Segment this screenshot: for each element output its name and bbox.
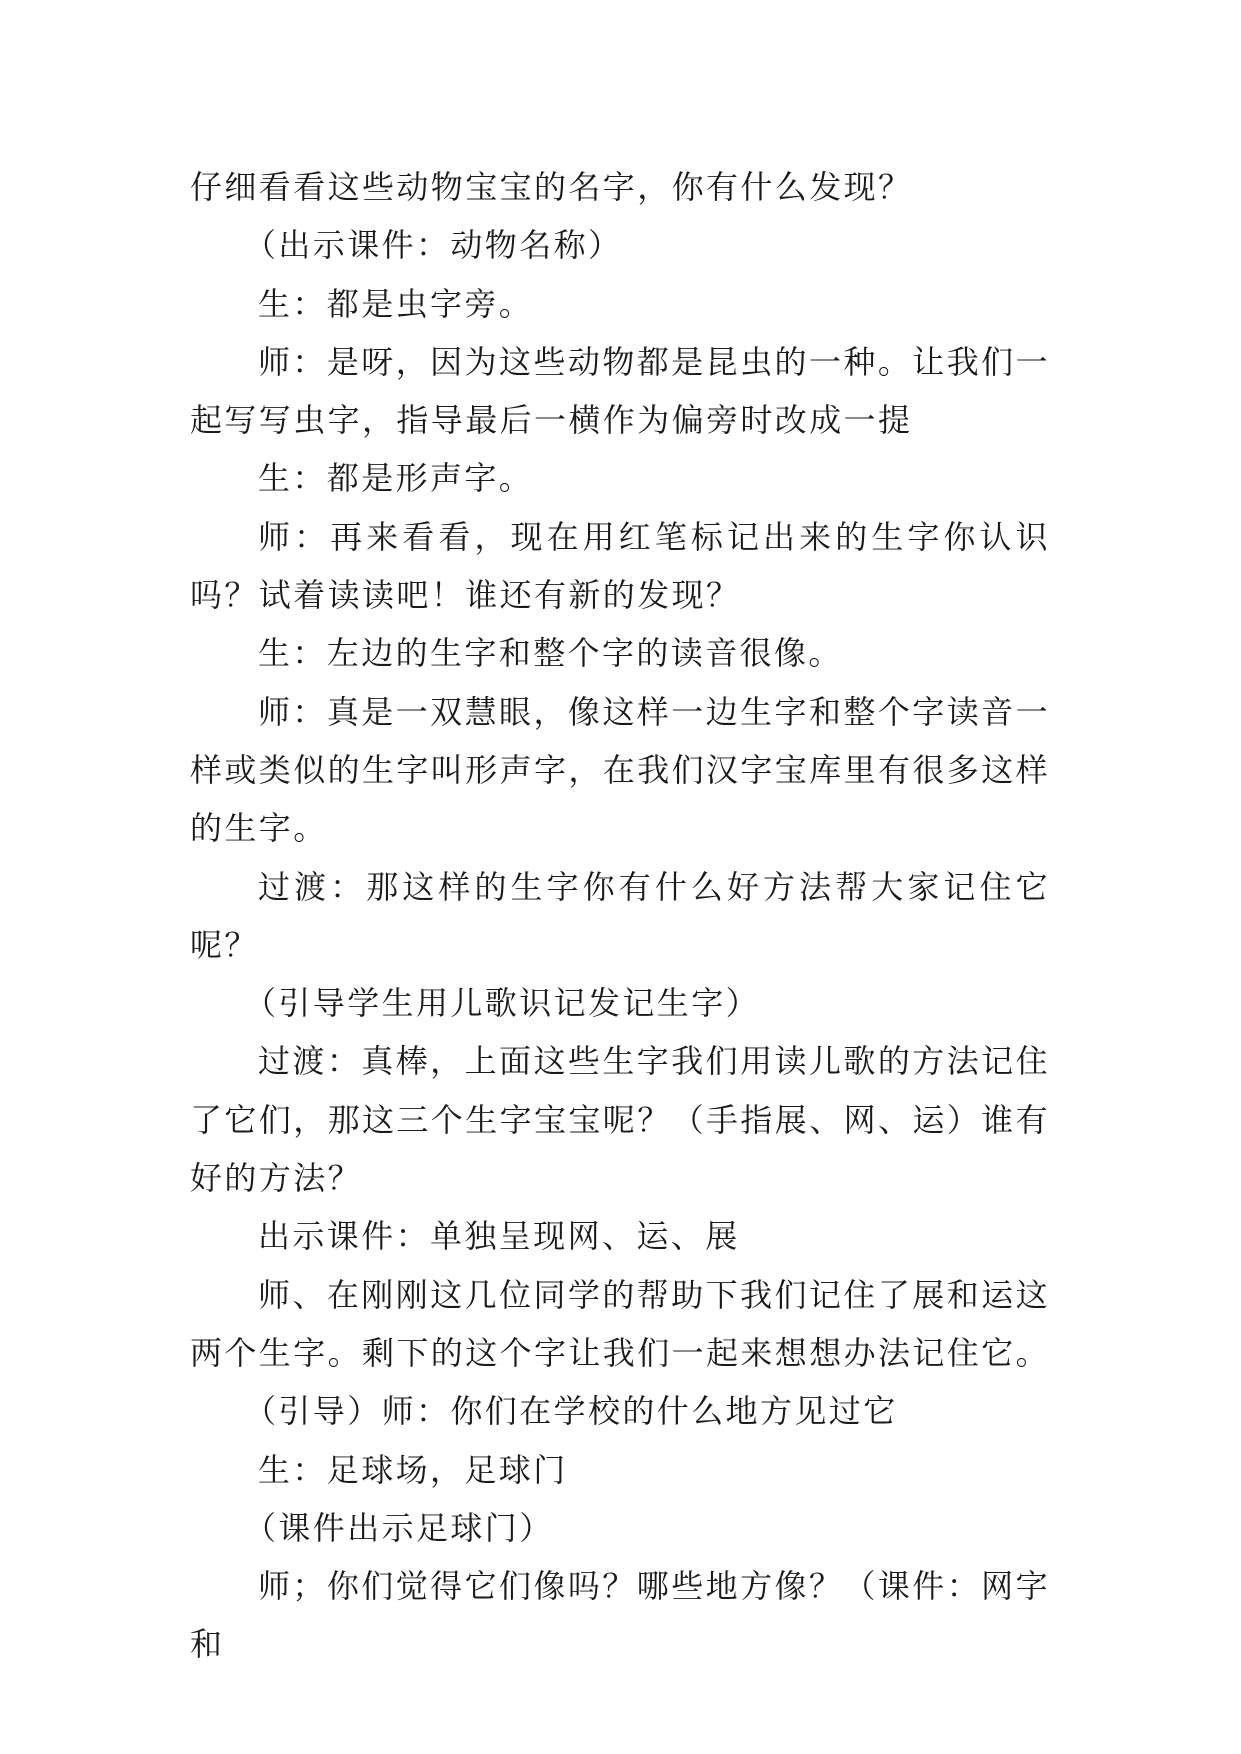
paragraph: 过渡：那这样的生字你有什么好方法帮大家记住它呢？: [190, 867, 1050, 964]
paragraph: 出示课件：单独呈现网、运、展: [258, 1217, 740, 1256]
document-body: [190, 158, 1050, 1674]
paragraph: （课件出示足球门）: [244, 1508, 554, 1547]
paragraph: （引导学生用儿歌识记发记生字）: [244, 984, 761, 1023]
paragraph: 过渡：真棒，上面这些生字我们用读儿歌的方法记住了它们，那这三个生字宝宝呢？（手指展、网、运）谁有好的方法？: [190, 1042, 1051, 1198]
paragraph: 生：足球场，足球门: [258, 1450, 568, 1489]
paragraph: 师；你们觉得它们像吗？哪些地方像？（课件：网字和: [190, 1567, 1050, 1664]
paragraph: 师：是呀，因为这些动物都是昆虫的一种。让我们一起写写虫字，指导最后一横作为偏旁时改成一提: [190, 342, 1050, 440]
paragraph: 师：再来看看，现在用红笔标记出来的生字你认识吗？试着读读吧！谁还有新的发现？: [190, 517, 1050, 615]
paragraph: 师：真是一双慧眼，像这样一边生字和整个字读音一样或类似的生字叫形声字，在我们汉字宝库里有很多这样的生字。: [190, 692, 1051, 848]
paragraph: （出示课件：动物名称）: [244, 226, 623, 265]
paragraph: 师、在刚刚这几位同学的帮助下我们记住了展和运这两个生字。剩下的这个字让我们一起来想想办法记住它。: [190, 1275, 1051, 1372]
paragraph: 生：左边的生字和整个字的读音很像。: [258, 634, 843, 673]
paragraph: 生：都是形声字。: [258, 459, 534, 498]
paragraph: 仔细看看这些动物宝宝的名字，你有什么发现？: [190, 168, 913, 206]
paragraph: 生：都是虫字旁。: [258, 284, 534, 323]
paragraph: （引导）师：你们在学校的什么地方见过它: [244, 1392, 898, 1431]
